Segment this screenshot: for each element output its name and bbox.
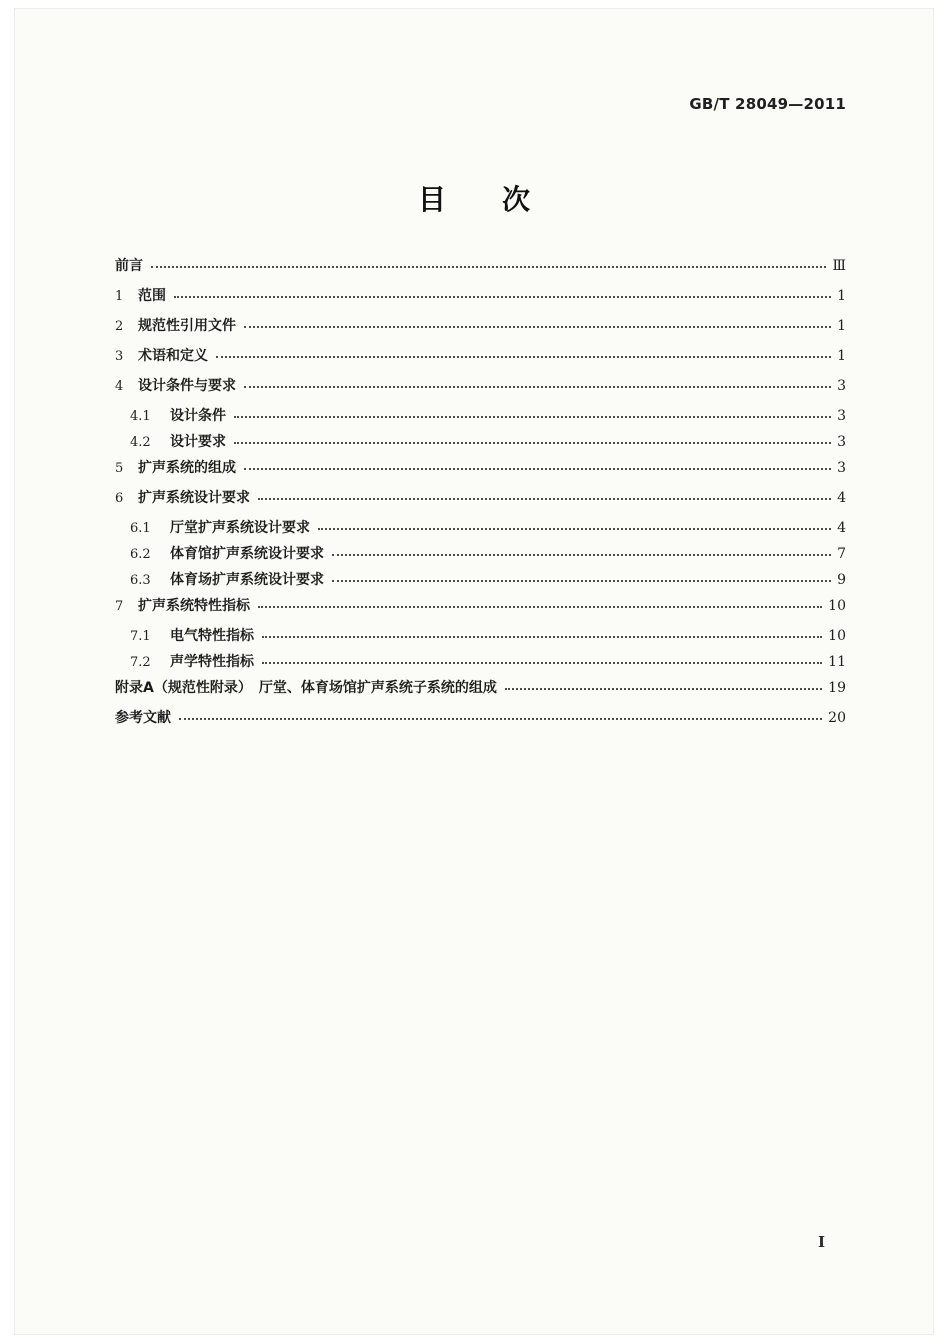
- toc-entry[interactable]: [115, 379, 846, 409]
- document-page: [14, 8, 934, 1335]
- toc-entry[interactable]: [115, 655, 846, 681]
- toc-entry-label: 前言: [115, 258, 143, 274]
- toc-entry-label: 扩声系统的组成: [138, 460, 236, 476]
- toc-entry-label: 扩声系统设计要求: [138, 490, 250, 506]
- toc-entry-number: 3: [115, 349, 124, 364]
- toc-entry-label: 规范性引用文件: [138, 318, 236, 334]
- toc-entry[interactable]: [115, 599, 846, 629]
- dot-leader: [262, 636, 822, 638]
- toc-entry-label: 扩声系统特性指标: [138, 598, 250, 614]
- toc-entry-label: 厅堂扩声系统设计要求: [170, 520, 310, 536]
- toc-entry-page: 4: [837, 520, 846, 536]
- toc-entry-number: 7.2: [130, 655, 151, 670]
- dot-leader: [174, 296, 831, 298]
- toc-entry-number: 7: [115, 599, 124, 614]
- toc-entry[interactable]: [115, 289, 846, 319]
- toc-entry-page: 3: [837, 408, 846, 424]
- dot-leader: [151, 266, 826, 268]
- toc-entry-number: 5: [115, 461, 124, 476]
- toc-entry-label: 体育场扩声系统设计要求: [170, 572, 324, 588]
- toc-entry-page: 1: [837, 348, 846, 364]
- toc-entry-label: 术语和定义: [138, 348, 208, 364]
- toc-entry-number: 6.3: [130, 573, 151, 588]
- toc-entry[interactable]: [115, 629, 846, 655]
- toc-entry-number: 6.1: [130, 521, 151, 536]
- toc-entry-label: 附录A（规范性附录） 厅堂、体育场馆扩声系统子系统的组成: [115, 680, 497, 696]
- toc-entry-label: 体育馆扩声系统设计要求: [170, 546, 324, 562]
- page-number: I: [817, 1233, 825, 1251]
- dot-leader: [234, 416, 831, 418]
- toc-entry[interactable]: [115, 409, 846, 435]
- toc-entry-page: 3: [837, 378, 846, 394]
- toc-entry-label: 设计要求: [170, 434, 226, 450]
- toc-entry-number: 4.2: [130, 435, 151, 450]
- toc-entry[interactable]: [115, 521, 846, 547]
- toc-entry[interactable]: [115, 435, 846, 461]
- toc-entry-number: 6.2: [130, 547, 151, 562]
- dot-leader: [332, 580, 831, 582]
- toc-entry-page: Ⅲ: [832, 258, 846, 274]
- dot-leader: [258, 498, 831, 500]
- dot-leader: [179, 718, 822, 720]
- dot-leader: [244, 386, 831, 388]
- dot-leader: [244, 468, 831, 470]
- toc-entry-page: 7: [837, 546, 846, 562]
- toc-entry[interactable]: [115, 573, 846, 599]
- toc-entry-page: 10: [828, 598, 846, 614]
- toc-entry-label: 电气特性指标: [170, 628, 254, 644]
- toc-entry-page: 20: [828, 710, 846, 726]
- toc-entry-number: 4: [115, 379, 124, 394]
- dot-leader: [258, 606, 822, 608]
- toc-entry-page: 10: [828, 628, 846, 644]
- toc-entry-page: 1: [837, 318, 846, 334]
- dot-leader: [216, 356, 831, 358]
- toc-entry-label: 设计条件: [170, 408, 226, 424]
- dot-leader: [505, 688, 822, 690]
- toc-entry[interactable]: [115, 547, 846, 573]
- toc-entry-number: 1: [115, 289, 124, 304]
- dot-leader: [332, 554, 831, 556]
- toc-entry[interactable]: [115, 461, 846, 491]
- toc-entry[interactable]: [115, 349, 846, 379]
- toc-entry-label: 参考文献: [115, 710, 171, 726]
- toc-entry-number: 6: [115, 491, 124, 506]
- dot-leader: [234, 442, 831, 444]
- toc-entry-label: 声学特性指标: [170, 654, 254, 670]
- dot-leader: [262, 662, 822, 664]
- table-of-contents: [115, 259, 846, 741]
- toc-entry-number: 2: [115, 319, 124, 334]
- toc-entry-page: 9: [837, 572, 846, 588]
- toc-entry-page: 1: [837, 288, 846, 304]
- toc-entry[interactable]: [115, 259, 846, 289]
- dot-leader: [318, 528, 831, 530]
- toc-entry[interactable]: [115, 319, 846, 349]
- dot-leader: [244, 326, 831, 328]
- document-code: GB/T 28049—2011: [689, 95, 846, 113]
- toc-entry-number: 7.1: [130, 629, 151, 644]
- toc-entry[interactable]: [115, 711, 846, 741]
- toc-entry[interactable]: [115, 491, 846, 521]
- toc-entry-label: 设计条件与要求: [138, 378, 236, 394]
- toc-entry-page: 19: [828, 680, 846, 696]
- toc-entry-page: 3: [837, 460, 846, 476]
- toc-entry-label: 范围: [138, 288, 166, 304]
- toc-entry-page: 11: [828, 654, 846, 670]
- toc-entry-page: 3: [837, 434, 846, 450]
- toc-entry-page: 4: [837, 490, 846, 506]
- toc-entry-number: 4.1: [130, 409, 151, 424]
- toc-entry[interactable]: [115, 681, 846, 711]
- page-title: 目 次: [417, 183, 530, 216]
